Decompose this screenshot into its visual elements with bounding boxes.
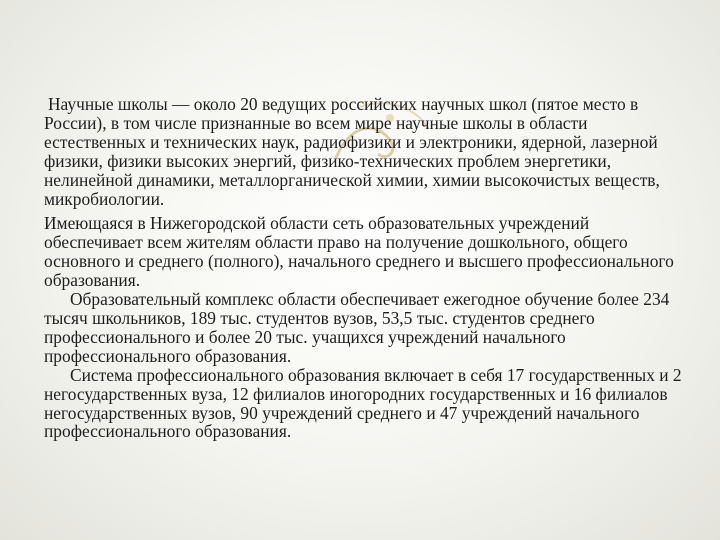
paragraph-education-network: Имеющаяся в Нижегородской области сеть образовательных учреждений обеспечивает всем жителям области право на получение дошкольного, общего основного и среднего (полного), начального среднего и высшего профессионального образования. xyxy=(44,213,674,291)
paragraph-education-complex: Образовательный комплекс области обеспечивает ежегодное обучение более 234 тысяч школьников, 189 тыс. студентов вузов, 53,5 тыс. студентов среднего профессионального и более 20 тыс. учащихся учреждений начального профессионального образования. xyxy=(44,289,670,366)
slide-body xyxy=(44,95,684,441)
paragraph-professional-education: Система профессионального образования включает в себя 17 государственных и 2 негосударственных вуза, 12 филиалов иногородних государственных и 16 филиалов негосударственных вузов, 90 учреждений среднего и 47 учреждений начального профессионального образования. xyxy=(44,364,682,442)
paragraph-scientific-schools: Научные школы — около 20 ведущих российских научных школ (пятое место в России), в том числе признанные во всем мире научные школы в области естественных и технических наук, радиофизики и электроники, ядерной, лазерной физики, физики высоких энергий, физико-технических проблем энергетики, нелинейной динамики, металлорганической химии, химии высокочистых веществ, микробиологии. xyxy=(44,94,660,209)
